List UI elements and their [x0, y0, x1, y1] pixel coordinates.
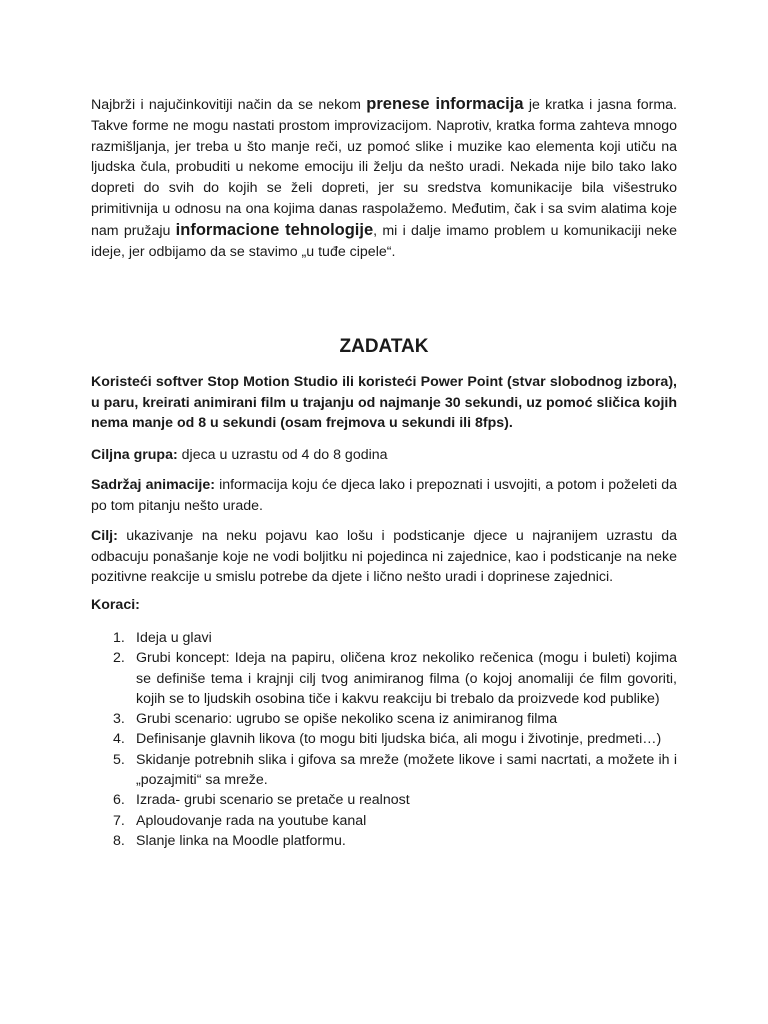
- list-item-text: Aploudovanje rada na youtube kanal: [136, 812, 367, 829]
- list-item-text: Grubi scenario: ugrubo se opiše nekoliko scena iz animiranog filma: [136, 711, 558, 728]
- list-item-text: Slanje linka na Moodle platformu.: [136, 832, 346, 849]
- intro-emphasis-1: prenese informacija: [366, 95, 524, 113]
- list-item-text: Izrada- grubi scenario se pretače u realnost: [136, 792, 410, 809]
- intro-paragraph: [91, 94, 677, 262]
- list-item: [91, 729, 677, 749]
- task-description: Koristeći softver Stop Motion Studio ili koristeći Power Point (stvar slobodnog izbora), u paru, kreirati animirani film u trajanju od najmanje 30 sekundi, uz pomoć sličica kojih nema manje od 8 u sekundi (osam frejmova u sekundi ili 8fps).: [91, 374, 677, 431]
- intro-text-2: je kratka i jasna forma. Takve forme ne mogu nastati prostom improvizacijom. Naprotiv, kratka forma zahteva mnogo razmišljanja, jer treba u što manje reči, uz pomoć slike i muzike kao elementa koji utiču na ljudska čula, probuditi u nekome emociju ili želju da nešto uradi. Nekada nije bilo tako lako dopreti do svih do kojih se želi dopreti, jer su sredstva komunikacije bila višestruko primitivnija u odnosu na ona kojima danas raspolažemo. Međutim, čak i sa svim alatima koje nam pružaju: [91, 97, 677, 239]
- list-item-number: 3.: [113, 711, 125, 728]
- intro-text-1: Najbrži i najučinkovitiji način da se nekom: [91, 97, 367, 113]
- list-item-text: Skidanje potrebnih slika i gifova sa mreže (možete likove i sami nacrtati, a možete ih i „pozajmiti“ sa mreže.: [136, 751, 677, 789]
- list-item-number: 4.: [113, 731, 125, 748]
- content-paragraph: [91, 475, 677, 516]
- list-item-number: 7.: [113, 812, 125, 829]
- goal-paragraph: [91, 526, 677, 588]
- list-item-text: Definisanje glavnih likova (to mogu biti ljudska bića, ali mogu i životinje, predmeti…): [136, 731, 662, 748]
- steps-list: [91, 628, 677, 851]
- list-item: [91, 831, 677, 851]
- intro-text-3: , mi i dalje imamo problem u komunikaciji neke ideje, jer odbijamo da se stavimo „u tuđe cipele“.: [91, 222, 678, 260]
- goal-label: Cilj:: [91, 528, 118, 544]
- list-item: [91, 750, 677, 791]
- list-item: [91, 811, 677, 831]
- list-item-number: 2.: [113, 650, 125, 667]
- steps-heading: Koraci:: [91, 597, 140, 613]
- list-item-number: 5.: [113, 751, 125, 768]
- target-group-paragraph: [91, 445, 677, 466]
- intro-emphasis-2: informacione tehnologije: [175, 220, 374, 239]
- target-group-text: djeca u uzrastu od 4 do 8 godina: [177, 447, 388, 463]
- list-item: [91, 648, 677, 709]
- list-item-number: 8.: [113, 832, 125, 849]
- content-label: Sadržaj animacije:: [91, 477, 215, 493]
- list-item-number: 1.: [113, 630, 125, 646]
- section-title: ZADATAK: [339, 336, 429, 357]
- list-item-text: Ideja u glavi: [136, 630, 212, 646]
- list-item-number: 6.: [113, 792, 125, 809]
- target-group-label: Ciljna grupa:: [91, 447, 178, 463]
- list-item: [91, 709, 677, 729]
- content-text: informacija koju će djeca lako i prepoznati i usvojiti, a potom i poželeti da po tom pitanju nešto urade.: [91, 477, 677, 514]
- goal-text: ukazivanje na neku pojavu kao lošu i podsticanje djece u najranijem uzrastu da odbacuju ponašanje koje ne vodi boljitku ni pojedinca ni zajednice, kao i podsticanje na neke pozitivne reakcije u smislu potrebe da djete i lično nešto uradi i doprinese zajednici.: [91, 528, 677, 585]
- list-item: [91, 628, 677, 648]
- list-item-text: Grubi koncept: Ideja na papiru, oličena kroz nekoliko rečenica (mogu i buleti) kojima se definiše tema i krajnji cilj tvog animiranog filma (o kojoj anomaliji će film govoriti, kojih se to ljudskih osobina tiče i kakvu reakciju bi trebalo da proizvede kod publike): [136, 650, 677, 707]
- list-item: [91, 790, 677, 810]
